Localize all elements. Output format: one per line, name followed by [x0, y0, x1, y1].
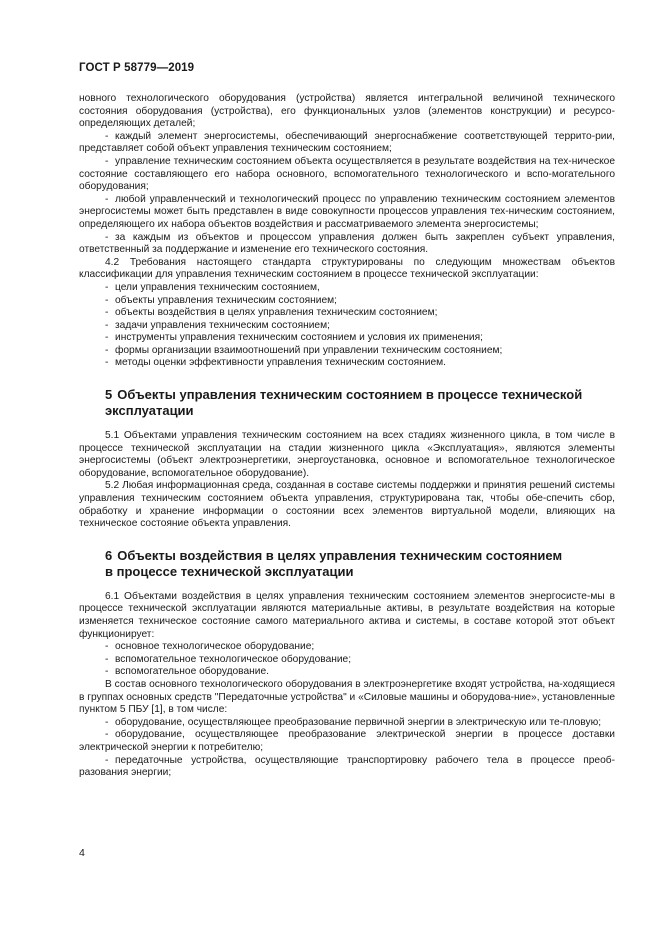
list-item [79, 729, 615, 754]
list-item-text: цели управления техническим состоянием, [115, 281, 320, 293]
section-title-line2: в процессе технической эксплуатации [105, 563, 354, 579]
list-dash: - [105, 641, 109, 653]
list-item-text: задачи управления техническим состоянием; [115, 319, 330, 331]
list-item-text: оборудование, осуществляющее преобразование первичной энергии в электрическую или те-пловую; [115, 716, 602, 728]
list-dash: - [105, 716, 109, 728]
list-item [79, 282, 615, 295]
list-item-text: за каждым из объектов и процессом управления должен быть закреплен субъект управления, ответственный за поддержание и изменение его технического состояния. [79, 231, 615, 256]
list-dash: - [105, 294, 109, 306]
paragraph-4-2: 4.2 Требования настоящего стандарта структурированы по следующим множествам объектов классификации для управления техническим состоянием в процессе технической эксплуатации: [79, 256, 615, 281]
list-item-text: инструменты управления техническим состоянием и условия их применения; [115, 332, 483, 344]
list-item-text: основное технологическое оборудование; [115, 641, 315, 653]
list-dash: - [105, 281, 109, 293]
list-item [79, 232, 615, 257]
list-item [79, 295, 615, 308]
paragraph-6-1: 6.1 Объектами воздействия в целях управления техническим состоянием элементов энергосисте-мы в процессе технической эксплуатации являются материальные активы, в результате воздействия на которые изменяется техническое состояние самого материального актива и системы, в составе которой этот объект функционирует: [79, 590, 615, 640]
list-item [79, 332, 615, 345]
section-title: Объекты управления техническим состоянием в процессе технической эксплуатации [105, 387, 583, 419]
list-item [79, 156, 615, 194]
list-item [79, 320, 615, 333]
list-item [79, 307, 615, 320]
list-dash: - [105, 729, 109, 741]
list-dash: - [105, 754, 109, 766]
list-item [79, 755, 615, 780]
list-dash: - [105, 319, 109, 331]
list-item [79, 357, 615, 370]
list-item-text: любой управленческий и технологический процесс по управлению техническим состоянием элементов энергосистемы может быть представлен в виде совокупности процессов управления тех-ническим состоянием, определяющего их набора объектов воздействия и рассматриваемого элемента энергосистемы; [79, 193, 615, 230]
page-body [79, 93, 615, 780]
section-number: 6 [105, 547, 113, 563]
list-item [79, 345, 615, 358]
page-number: 4 [79, 847, 85, 859]
list-item-text: вспомогательное оборудование. [115, 666, 269, 678]
list-item-text: методы оценки эффективности управления техническим состоянием. [115, 357, 446, 369]
list-dash: - [105, 653, 109, 665]
standard-designation: ГОСТ Р 58779—2019 [79, 62, 195, 74]
list-item-text: управление техническим состоянием объекта осуществляется в результате воздействия на тех-ническое состояние составляющего его набора основного, вспомогательного технологического и вспо-могательного оборудования; [79, 155, 615, 193]
paragraph-continuation: новного технологического оборудования (устройства) является интегральной величиной технического состояния оборудования (устройства), его функциональных узлов (элементов конструкции) и ресурсо-определяющих деталей; [79, 93, 615, 130]
section-5-heading [105, 387, 615, 419]
section-6-heading [105, 548, 615, 580]
list-dash: - [105, 130, 109, 142]
list-dash: - [105, 344, 109, 356]
list-dash: - [105, 332, 109, 344]
list-item-text: вспомогательное технологическое оборудование; [115, 653, 352, 665]
list-item-text: объекты управления техническим состоянием; [115, 294, 337, 306]
list-item-text: каждый элемент энергосистемы, обеспечивающий энергоснабжение соответствующей террито-рии, представляет собой объект управления техническим состоянием; [79, 130, 615, 155]
list-item-text: оборудование, осуществляющее преобразование электрической энергии в процессе доставки электрической энергии к потребителю; [79, 729, 615, 753]
paragraph-5-1: 5.1 Объектами управления техническим состоянием на всех стадиях жизненного цикла, в том числе в процессе технической эксплуатации на стадии жизненного цикла «Эксплуатация», являются элементы энергосистемы (объект электроэнергетики, энергоустановка, основное и вспомогательное технологическое оборудование, вспомогательное оборудование). [79, 430, 615, 479]
list-dash: - [105, 307, 109, 319]
list-item [79, 666, 615, 679]
list-item [79, 131, 615, 156]
list-item-text: объекты воздействия в целях управления техническим состоянием; [115, 307, 438, 319]
section-title-line1: Объекты воздействия в целях управления техническим состоянием [117, 547, 563, 563]
paragraph-5-2: 5.2 Любая информационная среда, созданная в составе системы поддержки и принятия решений системы управления техническим состоянием объекта управления, структурирована так, чтобы обе-спечить сбор, обработку и хранение информации о состоянии всех элементов виртуальной модели, влияющих на техническое состояние объекта управления. [79, 480, 615, 530]
list-dash: - [105, 357, 109, 369]
list-item [79, 194, 615, 232]
list-dash: - [105, 155, 109, 167]
list-item-text: передаточные устройства, осуществляющие транспортировку рабочего тела в процессе преоб-разования энергии; [79, 754, 615, 779]
list-item-text: формы организации взаимоотношений при управлении техническим состоянием; [115, 344, 503, 356]
list-dash: - [105, 231, 109, 243]
list-dash: - [105, 193, 109, 205]
list-item [79, 654, 615, 667]
list-item [79, 717, 615, 730]
section-number: 5 [105, 387, 113, 403]
list-dash: - [105, 666, 109, 678]
list-item [79, 641, 615, 654]
paragraph-main-equipment: В состав основного технологического оборудования в электроэнергетике входят устройства, на-ходящиеся в группах основных средств "Передаточные устройства" и «Силовые машины и оборудова-ние», установленные пунктом 5 ПБУ [1], в том числе: [79, 678, 615, 716]
